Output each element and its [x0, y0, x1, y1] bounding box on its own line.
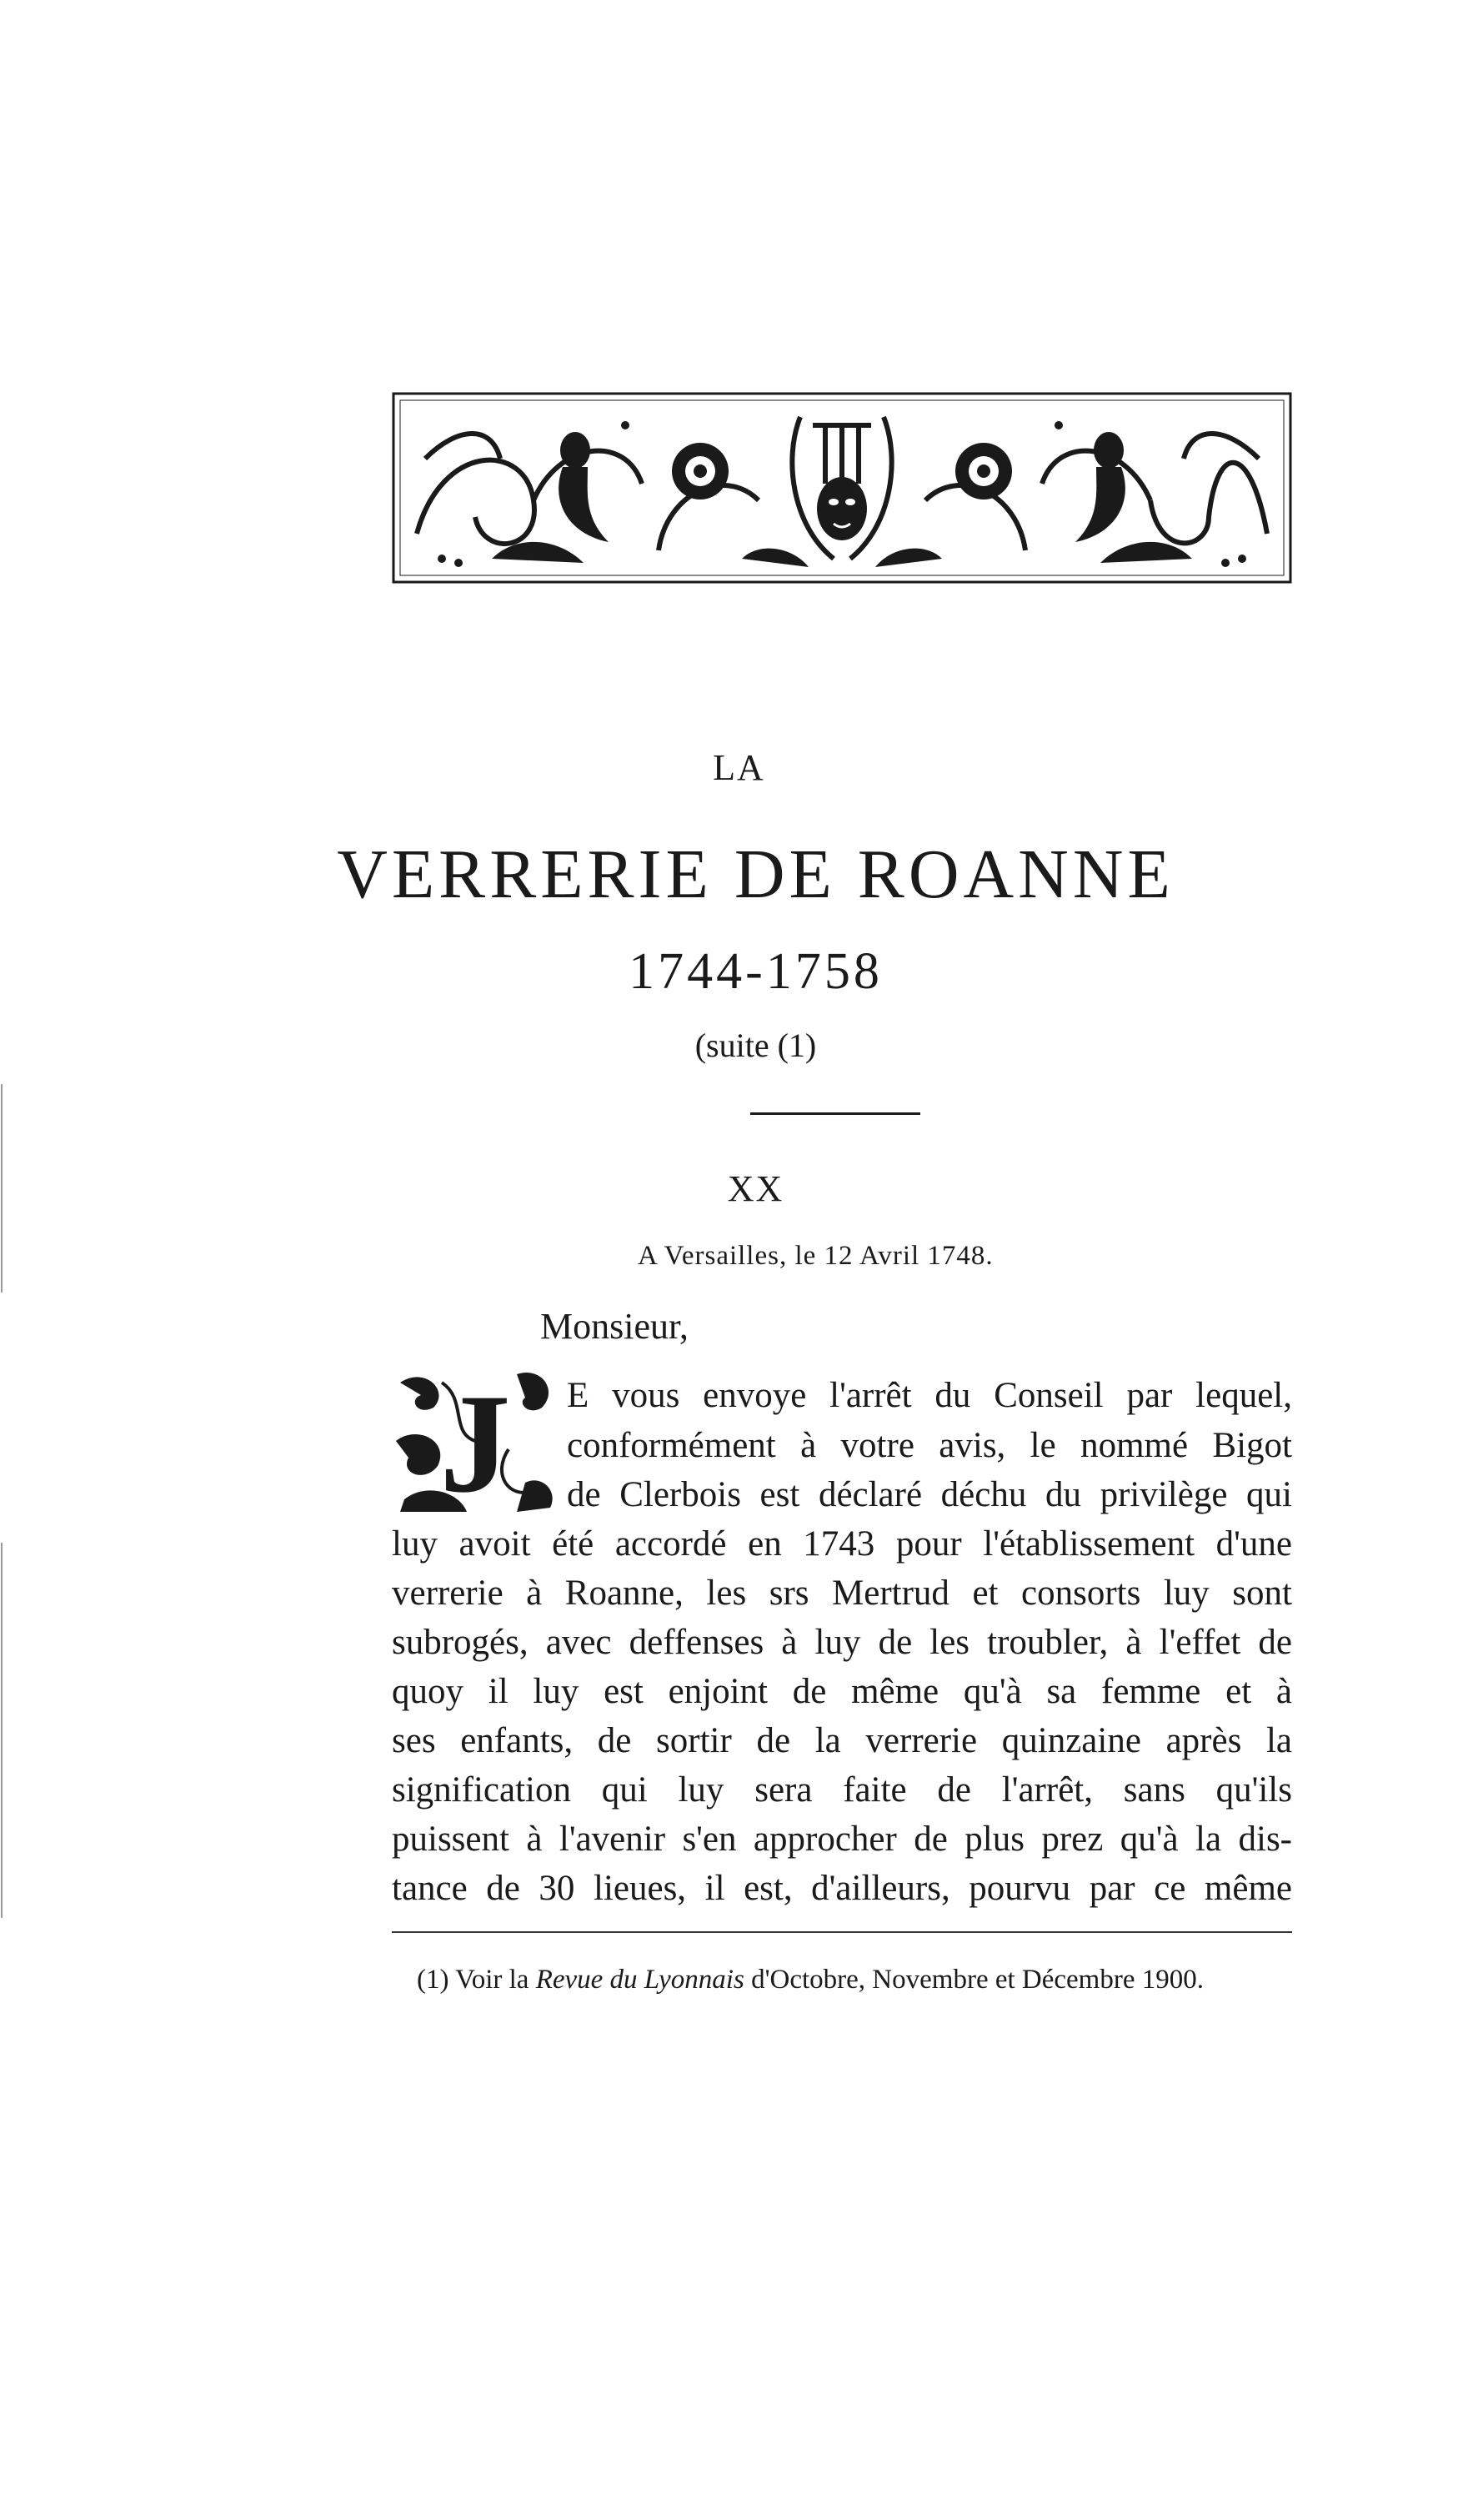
body-line-5: verrerie à Roanne, les srs Mertrud et consorts luy sont: [392, 1574, 1292, 1613]
body-line-1: E vous envoye l'arrêt du Conseil par lequel,: [567, 1376, 1292, 1415]
body-line-8: ses enfants, de sortir de la verrerie quinzaine après la: [392, 1721, 1292, 1760]
letter-salutation: Monsieur,: [540, 1306, 689, 1347]
body-line-2: conformément à votre avis, le nommé Bigot: [567, 1426, 1292, 1465]
title-dates: 1744-1758: [629, 943, 883, 1000]
title-article: LA: [713, 747, 765, 788]
body-line-4: luy avoit été accordé en 1743 pour l'établissement d'une: [392, 1524, 1292, 1564]
body-line-9: signification qui luy sera faite de l'arrêt, sans qu'ils: [392, 1770, 1292, 1810]
body-line-3: de Clerbois est déclaré déchu du privilège qui: [567, 1475, 1292, 1514]
footnote: [417, 1965, 1292, 1995]
footnote-rule: [392, 1931, 1292, 1933]
dropcap-letter: J: [439, 1366, 511, 1516]
body-line-7: quoy il luy est enjoint de même qu'à sa femme et à: [392, 1672, 1292, 1711]
title-suite: (suite (1): [694, 1027, 817, 1064]
body-line-10: puissent à l'avenir s'en approcher de plus prez qu'à la dis-: [392, 1820, 1292, 1859]
ornate-initial-icon: [392, 1366, 559, 1516]
body-line-11: tance de 30 lieues, il est, d'ailleurs, pourvu par ce même: [392, 1869, 1292, 1908]
margin-scan-marks: [0, 1084, 3, 1918]
footnote-suffix: d'Octobre, Novembre et Décembre 1900.: [744, 1965, 1204, 1995]
decorative-headpiece-icon: [392, 392, 1292, 584]
footnote-journal: Revue du Lyonnais: [535, 1965, 744, 1995]
body-line-6: subrogés, avec deffenses à luy de les troubler, à l'effet de: [392, 1623, 1292, 1662]
title-rule: [750, 1112, 920, 1115]
section-number: XX: [727, 1168, 784, 1209]
letter-dateline: A Versailles, le 12 Avril 1748.: [638, 1241, 994, 1271]
page-title: VERRERIE DE ROANNE: [337, 836, 1175, 913]
footnote-prefix: (1) Voir la: [417, 1965, 536, 1995]
